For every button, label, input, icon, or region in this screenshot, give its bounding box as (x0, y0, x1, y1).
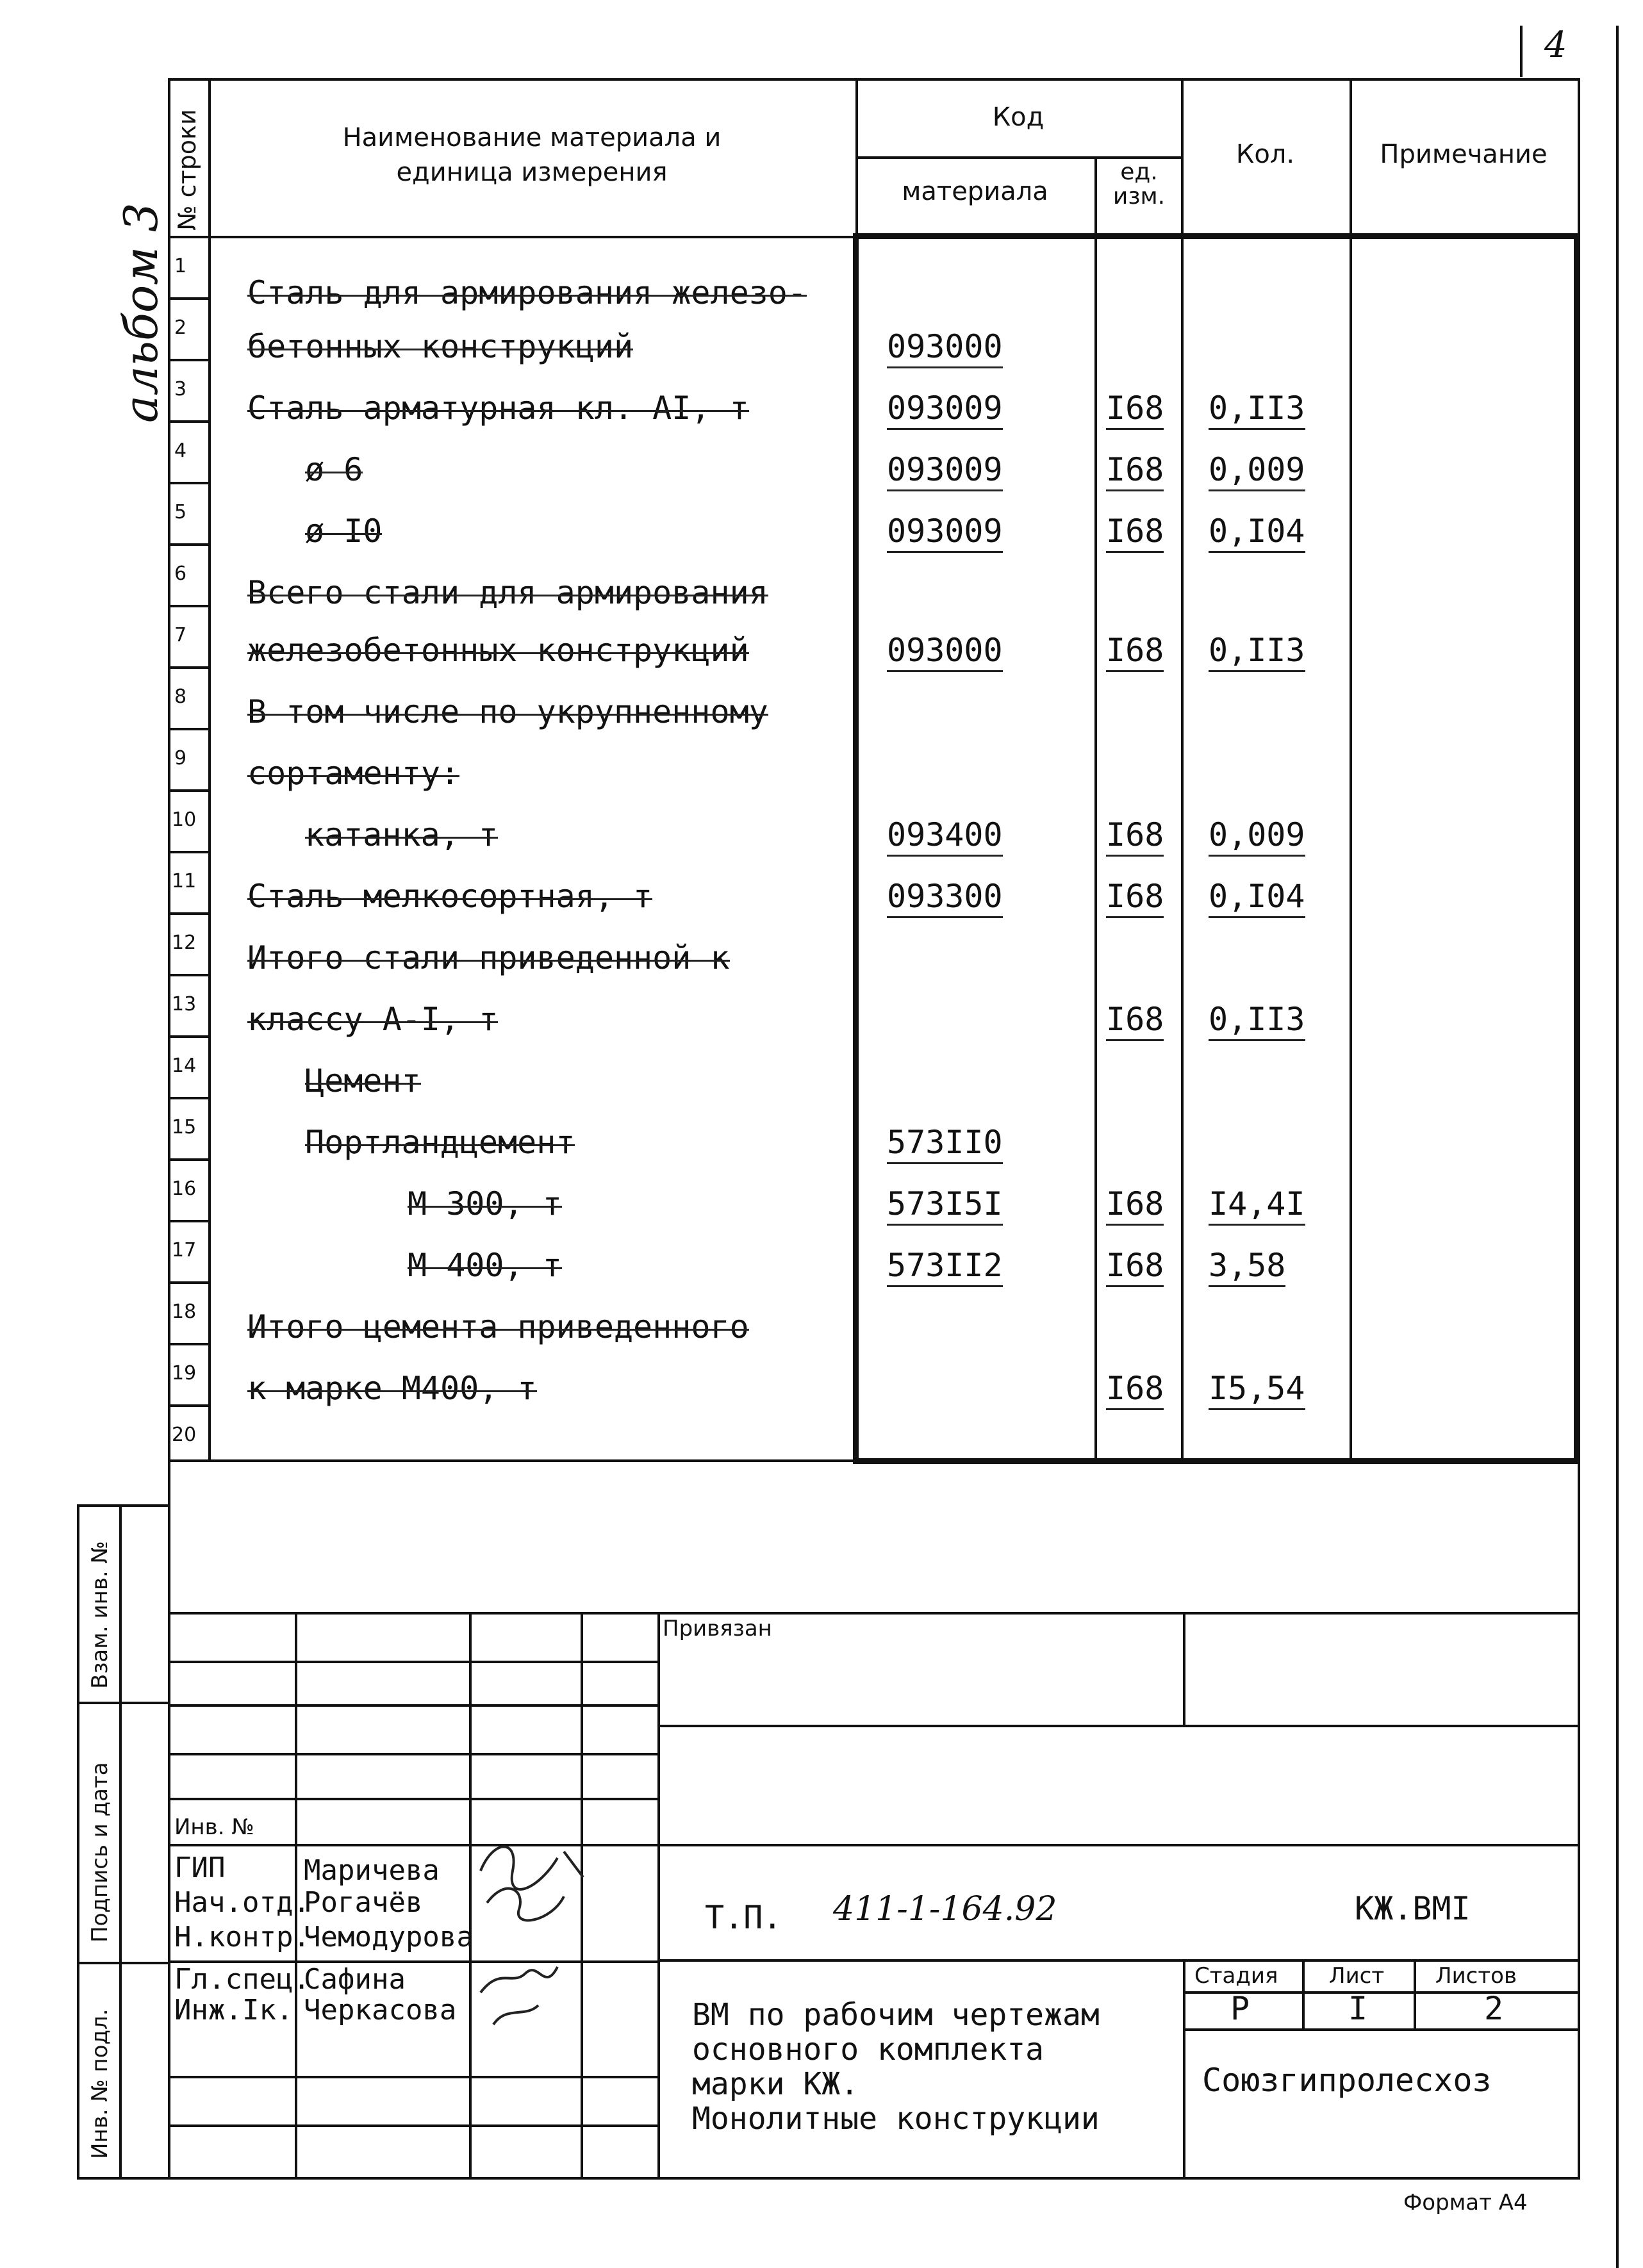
material-name: Сталь для армирования железо- (247, 274, 807, 311)
row-number: 6 (174, 563, 187, 585)
unit-code: I68 (1106, 816, 1164, 853)
side-label-vzam: Взам. инв. № (87, 1541, 113, 1689)
unit-code: I68 (1106, 1001, 1164, 1038)
row-number: 11 (172, 870, 197, 892)
quantity: I5,54 (1209, 1370, 1305, 1407)
row-number: 19 (172, 1362, 197, 1385)
people-line (168, 2076, 657, 2078)
row-separator (168, 297, 209, 300)
row-number: 5 (174, 501, 187, 523)
material-name: катанка, т (305, 816, 499, 853)
material-code: 573II2 (887, 1247, 1003, 1284)
quantity: 0,II3 (1209, 1001, 1305, 1038)
sig-col2 (469, 1612, 472, 1848)
row-separator (168, 1404, 209, 1407)
row-separator (168, 974, 209, 976)
person-name: Чемодурова (304, 1921, 474, 1953)
header-name: Наименование материала и единица измерения (342, 123, 722, 187)
row-number: 18 (172, 1301, 197, 1323)
code-block-left (853, 233, 859, 1464)
material-name: М 400, т (408, 1247, 562, 1284)
row-separator (168, 359, 209, 361)
row-separator (168, 851, 209, 853)
titleblock-main-divider (657, 1612, 660, 2178)
organization: Союзгипролесхоз (1202, 2062, 1492, 2099)
doc-title: ВМ по рабочим чертежам основного комплекта марки КЖ. Монолитные конструкции (692, 1997, 1100, 2137)
side-label-inv-podl: Инв. № подл. (87, 2009, 113, 2159)
sheet-number: 4 (1544, 24, 1567, 66)
unit-code: I68 (1106, 878, 1164, 915)
material-code: 093400 (887, 816, 1003, 853)
side-stamp-div1 (77, 1702, 169, 1704)
person-role: Нач.отд. (174, 1886, 310, 1919)
quantity: 0,II3 (1209, 632, 1305, 669)
material-name: Итого цемента приведенного (247, 1308, 749, 1345)
unit-code: I68 (1106, 1247, 1164, 1284)
material-name: бетонных конструкций (247, 328, 634, 365)
header-qty: Кол. (1235, 140, 1295, 169)
material-code: 093000 (887, 328, 1003, 365)
row-separator (168, 1343, 209, 1345)
sheet-value: I (1348, 1990, 1368, 2027)
row-number: 8 (174, 686, 187, 708)
person-role: ГИП (174, 1852, 226, 1884)
material-name: сортаменту: (247, 755, 460, 792)
person-role: Н.контр. (174, 1921, 310, 1953)
doc-number-handwritten: 411-1-164.92 (833, 1890, 1057, 1928)
material-name: Всего стали для армирования (247, 574, 768, 611)
code-block-bottom (853, 1458, 1580, 1464)
quantity: 3,58 (1209, 1247, 1285, 1284)
frame-bottom (77, 2177, 1580, 2180)
row-number: 9 (174, 747, 187, 769)
row-number: 4 (174, 440, 187, 462)
unit-code: I68 (1106, 451, 1164, 488)
row-separator (168, 543, 209, 546)
row-separator (168, 1220, 209, 1222)
material-code: 093009 (887, 390, 1003, 427)
stage-values-line (1183, 2028, 1579, 2031)
side-stamp-div2 (77, 1962, 169, 1964)
privyazan-bottom (657, 1725, 1579, 1727)
row-separator (168, 1158, 209, 1161)
header-code-material: материала (902, 177, 1048, 206)
row-separator (168, 482, 209, 484)
side-stamp-top (77, 1504, 169, 1507)
privyazan-label: Привязан (663, 1616, 772, 1641)
code-block-top (853, 233, 1580, 239)
code-block-right (1574, 233, 1580, 1464)
person-name: Рогачёв (304, 1886, 423, 1919)
material-name: Итого стали приведенной к (247, 939, 730, 976)
material-code: 573II0 (887, 1124, 1003, 1161)
header-note: Примечание (1380, 140, 1548, 169)
row-number: 3 (174, 378, 187, 400)
side-label-podpis: Подпись и дата (87, 1762, 113, 1943)
sheet-label: Лист (1329, 1963, 1385, 1989)
row-separator (168, 1281, 209, 1284)
material-name: классу А-I, т (247, 1001, 499, 1038)
people-line (168, 2124, 657, 2127)
row-separator (168, 605, 209, 607)
row-number: 10 (172, 809, 197, 831)
person-role: Инж.Iк. (174, 1994, 293, 2026)
material-name: Сталь мелкосортная, т (247, 878, 653, 915)
row-separator (168, 912, 209, 915)
sheets-label: Листов (1435, 1963, 1517, 1989)
row-number: 15 (172, 1116, 197, 1138)
signatures-scribble (468, 1832, 634, 2037)
sheet-num-divider (1520, 26, 1523, 77)
row-number: 13 (172, 993, 197, 1015)
material-code: 093000 (887, 632, 1003, 669)
unit-code: I68 (1106, 390, 1164, 427)
frame-top (168, 78, 1579, 81)
header-code-unit: ед. изм. (1112, 159, 1166, 210)
person-name: Сафина (304, 1963, 406, 1996)
stage-label: Стадия (1194, 1963, 1278, 1989)
material-name: ø I0 (305, 513, 383, 550)
stage-value: Р (1230, 1990, 1250, 2027)
sig-col3 (581, 1612, 583, 1848)
row-separator (168, 666, 209, 669)
quantity: 0,I04 (1209, 513, 1305, 550)
format-label: Формат А4 (1403, 2190, 1528, 2215)
row-number: 7 (174, 624, 187, 646)
material-name: Сталь арматурная кл. AI, т (247, 390, 749, 427)
quantity: 0,009 (1209, 451, 1305, 488)
privyazan-divider (1183, 1612, 1185, 1726)
material-code: 093009 (887, 513, 1003, 550)
row-separator (168, 789, 209, 792)
table-bottom-left (168, 1459, 855, 1462)
stage-div1 (1302, 1959, 1305, 2030)
sig-line (168, 1661, 657, 1663)
col-qty-divider (1350, 236, 1352, 1461)
frame-left (168, 78, 170, 2180)
person-role: Гл.спец. (174, 1963, 310, 1996)
quantity: I4,4I (1209, 1185, 1305, 1222)
material-name: М 300, т (408, 1185, 562, 1222)
sheets-value: 2 (1484, 1990, 1504, 2027)
material-name: ø 6 (305, 451, 363, 488)
row-separator (168, 420, 209, 423)
material-name: к марке М400, т (247, 1370, 537, 1407)
row-number: 16 (172, 1178, 197, 1200)
row-number: 12 (172, 932, 197, 954)
row-number: 20 (172, 1424, 197, 1446)
inv-no-label: Инв. № (174, 1814, 254, 1840)
unit-code: I68 (1106, 632, 1164, 669)
inv-line (168, 1844, 1579, 1846)
doc-code: КЖ.ВМI (1355, 1890, 1471, 1927)
row-separator (168, 728, 209, 730)
material-name: Цемент (305, 1062, 421, 1099)
unit-code: I68 (1106, 513, 1164, 550)
side-stamp-left (77, 1504, 79, 2178)
row-number: 1 (174, 255, 187, 277)
material-name: Портландцемент (305, 1124, 575, 1161)
row-number: 14 (172, 1055, 197, 1077)
titleblock-top (168, 1612, 1579, 1615)
side-stamp-inner (119, 1504, 122, 2178)
material-code: 093009 (887, 451, 1003, 488)
docnum-bottom (657, 1959, 1579, 1962)
row-separator (168, 1035, 209, 1038)
unit-code: I68 (1106, 1370, 1164, 1407)
material-name: железобетонных конструкций (247, 632, 749, 669)
sig-line (168, 1798, 657, 1800)
material-code: 093300 (887, 878, 1003, 915)
person-name: Черкасова (304, 1994, 457, 2026)
sig-line (168, 1753, 657, 1755)
row-separator (168, 1097, 209, 1099)
header-code: Код (992, 103, 1044, 132)
col-rownum-divider (208, 78, 211, 1461)
unit-code: I68 (1106, 1185, 1164, 1222)
sig-line (168, 1704, 657, 1707)
row-number: 2 (174, 316, 187, 339)
col-unit-divider (1181, 236, 1184, 1461)
stage-div2 (1414, 1959, 1416, 2030)
right-margin-line (1616, 26, 1619, 2268)
quantity: 0,009 (1209, 816, 1305, 853)
person-name: Маричева (304, 1854, 440, 1887)
material-name: В том числе по укрупненному (247, 693, 768, 730)
row-number: 17 (172, 1239, 197, 1261)
quantity: 0,I04 (1209, 878, 1305, 915)
sig-col1 (295, 1612, 297, 1848)
material-code: 573I5I (887, 1185, 1003, 1222)
margin-note-handwritten: альбом 3 (114, 202, 168, 423)
col-mat-divider (1094, 236, 1097, 1461)
header-row-no: № строки (173, 109, 201, 231)
quantity: 0,II3 (1209, 390, 1305, 427)
doc-prefix: Т.П. (705, 1899, 782, 1936)
